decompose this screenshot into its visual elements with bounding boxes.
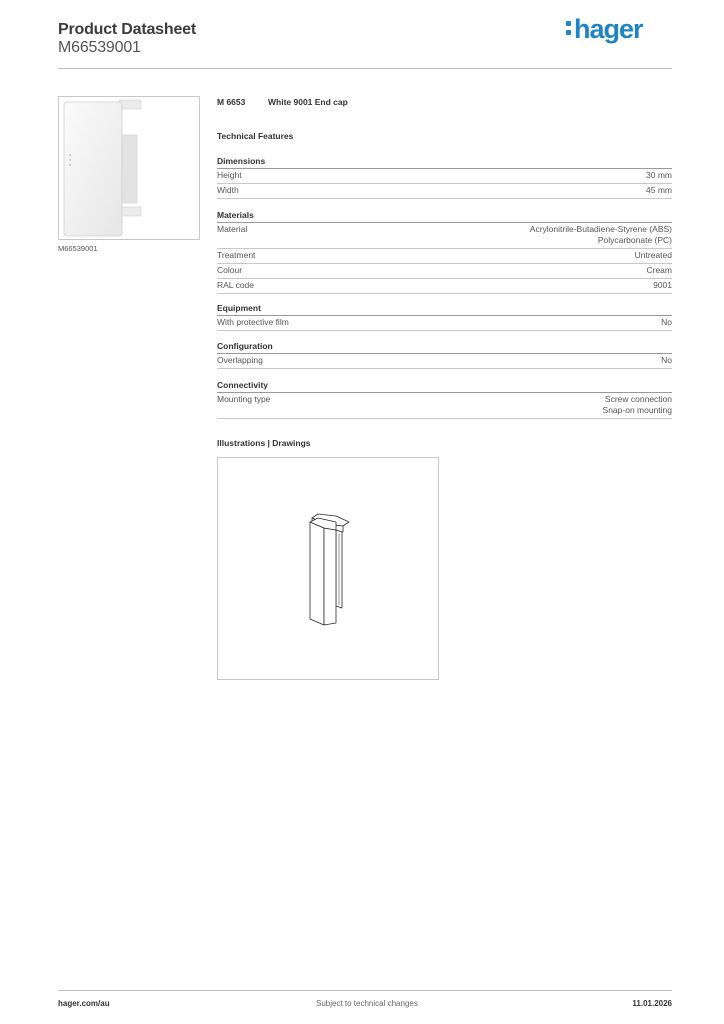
spec-row-ral-code [217,279,672,294]
footer-date: 11.01.2026 [632,999,672,1008]
spec-section-configuration [217,341,672,369]
spec-label: Colour [217,265,243,275]
product-photo [58,96,200,240]
logo-dots-icon [566,18,572,38]
spec-value: No [661,355,672,365]
spec-section-title: Connectivity [217,380,672,393]
spec-value: Acrylonitrile-Butadiene-Styrene (ABS) Polycarbonate (PC) [529,224,672,245]
spec-label: Height [217,170,242,180]
spec-row-overlapping [217,354,672,369]
product-name: White 9001 End cap [268,97,348,107]
spec-value: No [661,317,672,327]
spec-value: 45 mm [646,185,672,195]
spec-label: Width [217,185,239,195]
product-code: M 6653 [217,97,246,107]
spec-label: Mounting type [217,394,271,404]
product-reference: M66539001 [58,39,141,56]
spec-section-equipment [217,303,672,331]
photo-caption: M66539001 [58,244,98,253]
logo-text: hager [574,14,643,44]
spec-label: Overlapping [217,355,263,365]
footer-notice: Subject to technical changes [316,999,418,1008]
spec-value: 9001 [653,280,672,290]
footer-divider [58,990,672,991]
technical-drawing [217,457,439,680]
hager-logo [566,14,643,45]
spec-value: 30 mm [646,170,672,180]
spec-section-title: Materials [217,210,672,223]
spec-row-width [217,184,672,199]
spec-section-title: Dimensions [217,156,672,169]
technical-features-title: Technical Features [217,131,294,141]
spec-value: Screw connection Snap-on mounting [602,394,672,415]
spec-row-mounting-type [217,393,672,419]
spec-row-treatment [217,249,672,264]
footer-website-link[interactable]: hager.com/au [58,999,110,1008]
header-divider [58,68,672,69]
spec-row-height [217,169,672,184]
spec-value: Cream [646,265,672,275]
spec-row-protective-film [217,316,672,331]
illustrations-title: Illustrations | Drawings [217,438,311,448]
spec-label: With protective film [217,317,289,327]
end-cap-photo-icon [59,97,201,241]
page-title: Product Datasheet [58,21,196,38]
spec-label: RAL code [217,280,255,290]
spec-section-materials [217,210,672,294]
end-cap-drawing-icon [218,458,440,681]
spec-section-dimensions [217,156,672,199]
spec-section-connectivity [217,380,672,419]
spec-section-title: Configuration [217,341,672,354]
spec-row-material [217,223,672,249]
spec-row-colour [217,264,672,279]
spec-label: Treatment [217,250,256,260]
spec-value: Untreated [634,250,672,260]
spec-label: Material [217,224,248,234]
spec-section-title: Equipment [217,303,672,316]
